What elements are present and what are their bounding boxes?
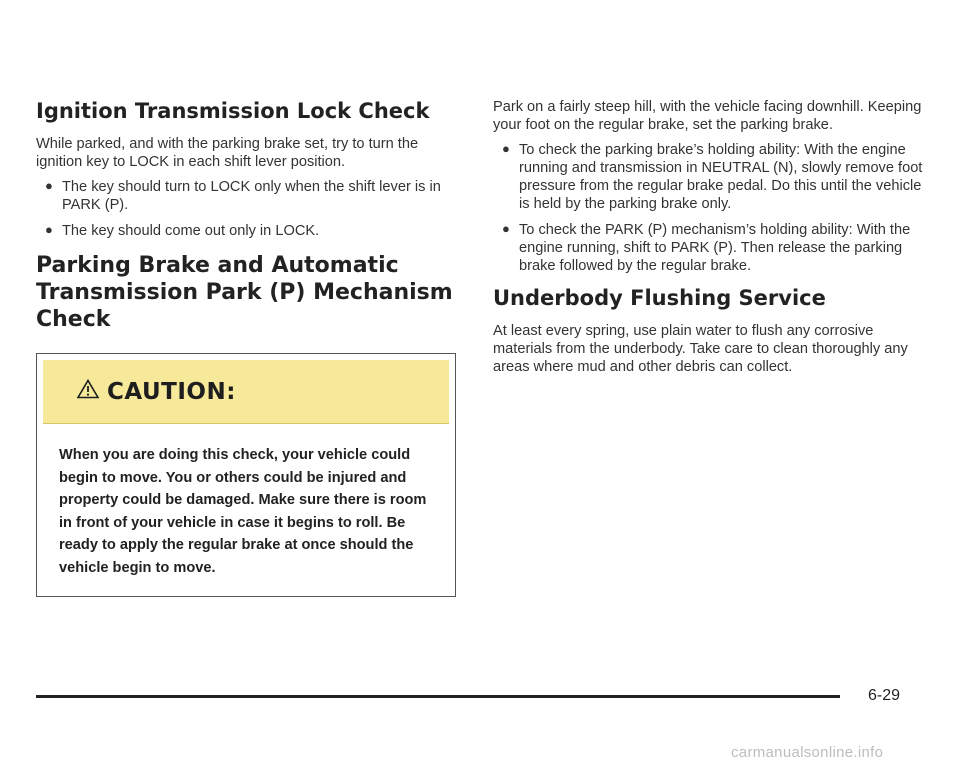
watermark: carmanualsonline.info [731, 744, 884, 761]
bullet-dot-icon: ● [45, 222, 53, 237]
list-item [493, 141, 923, 213]
caution-body: When you are doing this check, your vehicle could begin to move. You or others could be injured and property could be damaged. Make sure there is room in front of your vehicle in case it begins to roll. Be ready to apply the regular brake at once should the vehicle begin to move. [59, 447, 427, 576]
bullet-dot-icon: ● [502, 221, 510, 236]
list-item [36, 178, 460, 214]
bullet-text: The key should come out only in LOCK. [62, 223, 320, 239]
hill-intro: Park on a fairly steep hill, with the vehicle facing downhill. Keeping your foot on the regular brake, set the parking brake. [493, 99, 922, 133]
heading-ignition-lock: Ignition Transmission Lock Check [36, 99, 430, 123]
ignition-bullet-list [36, 178, 460, 240]
caution-box [36, 353, 456, 597]
underbody-paragraph: At least every spring, use plain water to flush any corrosive materials from the underbody. Take care to clean thoroughly any areas where mud and other debris can collect. [493, 323, 908, 375]
bullet-text: The key should turn to LOCK only when the shift lever is in PARK (P). [62, 179, 441, 213]
bullet-text: To check the parking brake’s holding ability: With the engine running and transmission in NEUTRAL (N), slowly remove foot pressure from the regular brake pedal. Do this until the vehicle is held by the parking brake only. [519, 142, 923, 212]
brake-check-list [493, 141, 923, 275]
caution-title: CAUTION: [107, 378, 236, 405]
right-column [493, 98, 923, 376]
warning-triangle-icon [77, 379, 99, 404]
bullet-dot-icon: ● [45, 178, 53, 193]
heading-underbody: Underbody Flushing Service [493, 286, 826, 310]
list-item [493, 221, 923, 275]
caution-header [43, 360, 449, 424]
bullet-text: To check the PARK (P) mechanism’s holding ability: With the engine running, shift to PARK (P). Then release the parking brake followed by the regular brake. [519, 222, 911, 274]
left-column [36, 98, 460, 597]
bullet-dot-icon: ● [502, 141, 510, 156]
ignition-intro: While parked, and with the parking brake set, try to turn the ignition key to LOCK in each shift lever position. [36, 136, 419, 170]
footer-rule [36, 695, 840, 698]
heading-parking-brake: Parking Brake and Automatic Transmission Park (P) Mechanism Check [36, 253, 453, 332]
list-item [36, 222, 460, 240]
page-number: 6-29 [868, 687, 901, 704]
